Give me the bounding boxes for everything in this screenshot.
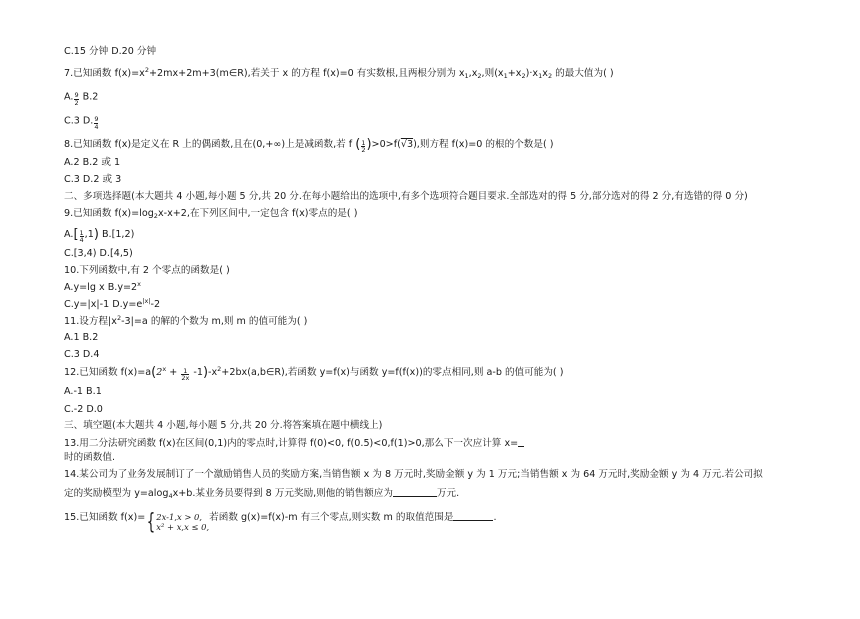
text: 二、多项选择题(本大题共 4 小题,每小题 5 分,共 20 分.在每小题给出的选项中,有多个选项符合题目要求.全部选对的得 5 分,部分选对的得 2 分,有选错的得 0 分) bbox=[64, 191, 748, 202]
subscript: 1 bbox=[503, 72, 508, 80]
question-11-options-ab bbox=[64, 333, 98, 343]
text: x+b.某业务员要得到 8 万元奖励,则他的销售额应为 bbox=[172, 488, 393, 499]
denominator: 4 bbox=[94, 122, 99, 131]
question-10-options-ab bbox=[64, 280, 142, 293]
superscript: x bbox=[137, 280, 142, 288]
text: 万元. bbox=[436, 488, 460, 499]
numerator: 1 bbox=[361, 138, 366, 147]
answer-blank bbox=[393, 487, 437, 497]
subscript: 2 bbox=[547, 72, 553, 80]
text: C.[3,4) D.[4,5) bbox=[64, 248, 133, 259]
question-14-continued bbox=[64, 487, 459, 499]
superscript: 2 bbox=[217, 365, 222, 373]
text: 12.已知函数 f(x)=a bbox=[64, 367, 152, 378]
text: >0>f( bbox=[371, 139, 401, 150]
text: C.3 D.4 bbox=[64, 349, 100, 360]
question-9-options-ab: A.[ $\frac{1}{4}$ ,1) B.[1,2) bbox=[64, 227, 135, 244]
case-2: x² + x,x ≤ 0, bbox=[156, 522, 210, 532]
section-2-heading bbox=[64, 192, 748, 202]
sqrt-expression: √3 bbox=[400, 139, 414, 150]
question-7-options-ab bbox=[64, 92, 98, 106]
text: C.-2 D.0 bbox=[64, 404, 103, 415]
text: 的最大值为( ) bbox=[552, 68, 614, 79]
numerator: 1 bbox=[79, 228, 84, 237]
superscript: 2 bbox=[144, 66, 149, 74]
text: -1 bbox=[190, 367, 203, 378]
superscript: |x| bbox=[142, 297, 151, 305]
question-12: 12.已知函数 $f(x)=a(2^x$ + $\frac{1}{2x}$ $-1)-x^2+2bx(a,b\in R)$,若函数 y=f(x)与函数 y=f(f(x))的零点相同,则 a-b 的值可能为( ) bbox=[64, 365, 564, 382]
text: A.1 B.2 bbox=[64, 332, 99, 343]
denominator: 2 bbox=[74, 98, 79, 107]
text: 三、填空题(本大题共 4 小题,每小题 5 分,共 20 分.将答案填在题中横线上) bbox=[64, 420, 383, 431]
numerator: 9 bbox=[74, 91, 79, 99]
question-9 bbox=[64, 209, 357, 219]
text: )·x bbox=[525, 68, 539, 79]
answer-blank bbox=[518, 437, 524, 447]
text: 13.用二分法研究函数 f(x)在区间(0,1)内的零点时,计算得 f(0)<0, f(0.5)<0,f(1)>0,那么下一次应计算 x= bbox=[64, 438, 519, 449]
text: C.3 D.2 或 3 bbox=[64, 174, 122, 185]
question-15 bbox=[64, 511, 497, 534]
denominator: 2 bbox=[361, 146, 366, 154]
text: 14.某公司为了业务发展制订了一个激励销售人员的奖励方案,当销售额 x 为 8 万元时,奖励金额 y 为 1 万元;当销售额 x 为 64 万元时,奖励金额 y 为 4 万元.若公司拟 bbox=[64, 469, 763, 480]
text: ),则方程 f(x)=0 的根的个数是( ) bbox=[413, 139, 554, 150]
question-13-continued bbox=[64, 453, 115, 463]
text: 9.已知函数 f(x)=log bbox=[64, 208, 154, 219]
question-11-options-cd bbox=[64, 350, 99, 360]
question-12-options-ab bbox=[64, 387, 102, 397]
text: +x bbox=[507, 68, 522, 79]
text: C.3 D. bbox=[64, 115, 94, 127]
section-3-heading bbox=[64, 421, 382, 431]
text: B.2 bbox=[79, 91, 99, 103]
text: C.y=|x|-1 D.y=e bbox=[64, 299, 143, 310]
text: 7.已知函数 f(x)=x bbox=[64, 68, 145, 79]
text: x bbox=[542, 68, 548, 79]
question-11 bbox=[64, 314, 308, 327]
text: A.2 B.2 或 1 bbox=[64, 157, 121, 168]
question-10-options-cd bbox=[64, 297, 161, 310]
text: -2 bbox=[150, 299, 161, 310]
question-10 bbox=[64, 266, 230, 276]
text: B.[1,2) bbox=[98, 229, 135, 240]
fraction bbox=[80, 230, 84, 244]
denominator: 4 bbox=[79, 236, 84, 244]
text: 2 bbox=[156, 367, 163, 378]
piecewise-cases bbox=[156, 512, 209, 533]
text: ,x bbox=[468, 68, 478, 79]
superscript: x bbox=[162, 365, 167, 373]
text: ,则(x bbox=[481, 68, 504, 79]
text: ,1 bbox=[84, 229, 94, 240]
question-8-options-ab bbox=[64, 158, 120, 168]
question-7-options-cd bbox=[64, 116, 99, 130]
text: . bbox=[493, 512, 497, 523]
question-8-options-cd bbox=[64, 175, 121, 185]
superscript: 2 bbox=[116, 314, 122, 322]
text: 时的函数值. bbox=[64, 452, 116, 463]
text: x-x+2,在下列区间中,一定包含 f(x)零点的是( ) bbox=[157, 208, 358, 219]
question-7 bbox=[64, 66, 614, 80]
line-q6-options-cd bbox=[64, 47, 156, 57]
text: +2mx+2m+3(m∈R),若关于 x 的方程 f(x)=0 有实数根,且两根分别为 x bbox=[148, 68, 465, 79]
case-1: 2x-1,x > 0, bbox=[156, 511, 203, 522]
text: 11.设方程|x bbox=[64, 316, 117, 327]
answer-blank bbox=[453, 511, 493, 521]
subscript: 2 bbox=[153, 212, 158, 220]
text: A.-1 B.1 bbox=[64, 386, 102, 397]
text: A. bbox=[64, 91, 74, 103]
text: -3|=a 的解的个数为 m,则 m 的值可能为( ) bbox=[121, 316, 308, 327]
text: +2bx(a,b∈R),若函数 y=f(x)与函数 y=f(f(x))的零点相同,则 a-b 的值可能为( ) bbox=[221, 367, 564, 378]
subscript: 1 bbox=[464, 72, 469, 80]
brace: { bbox=[147, 510, 156, 535]
text: 若函数 g(x)=f(x)-m 有三个零点,则实数 m 的取值范围是 bbox=[209, 512, 454, 523]
subscript: 2 bbox=[477, 72, 482, 80]
question-12-options-cd bbox=[64, 405, 103, 415]
question-9-options-cd bbox=[64, 249, 133, 259]
fraction bbox=[74, 92, 78, 106]
numerator: 1 bbox=[183, 366, 188, 375]
text: A. bbox=[64, 229, 74, 240]
question-8: 8.已知函数 f(x)是定义在 R 上的偶函数,且在(0,+∞)上是减函数,若 f ( $\frac{1}{2}$ )>0>f(√3),则方程 f(x)=0 的根的个数是( ) bbox=[64, 137, 554, 154]
fraction bbox=[94, 116, 98, 130]
subscript: 1 bbox=[538, 72, 543, 80]
fraction bbox=[361, 140, 365, 154]
text: 8.已知函数 f(x)是定义在 R 上的偶函数,且在(0,+∞)上是减函数,若 f bbox=[64, 139, 356, 150]
text: 10.下列函数中,有 2 个零点的函数是( ) bbox=[64, 265, 230, 276]
subscript: 2 bbox=[521, 72, 526, 80]
numerator: 9 bbox=[94, 115, 99, 123]
question-13 bbox=[64, 437, 524, 449]
text: + bbox=[166, 367, 181, 378]
text: 15.已知函数 f(x)= bbox=[64, 512, 146, 523]
text: C.15 分钟 D.20 分钟 bbox=[64, 46, 157, 57]
text: -x bbox=[208, 367, 218, 378]
question-14 bbox=[64, 470, 763, 480]
text: 定的奖励模型为 y=alog bbox=[64, 488, 169, 499]
subscript: 4 bbox=[168, 492, 173, 500]
fraction bbox=[181, 368, 189, 382]
denominator: 2x bbox=[181, 374, 190, 382]
text: A.y=lg x B.y=2 bbox=[64, 282, 138, 293]
